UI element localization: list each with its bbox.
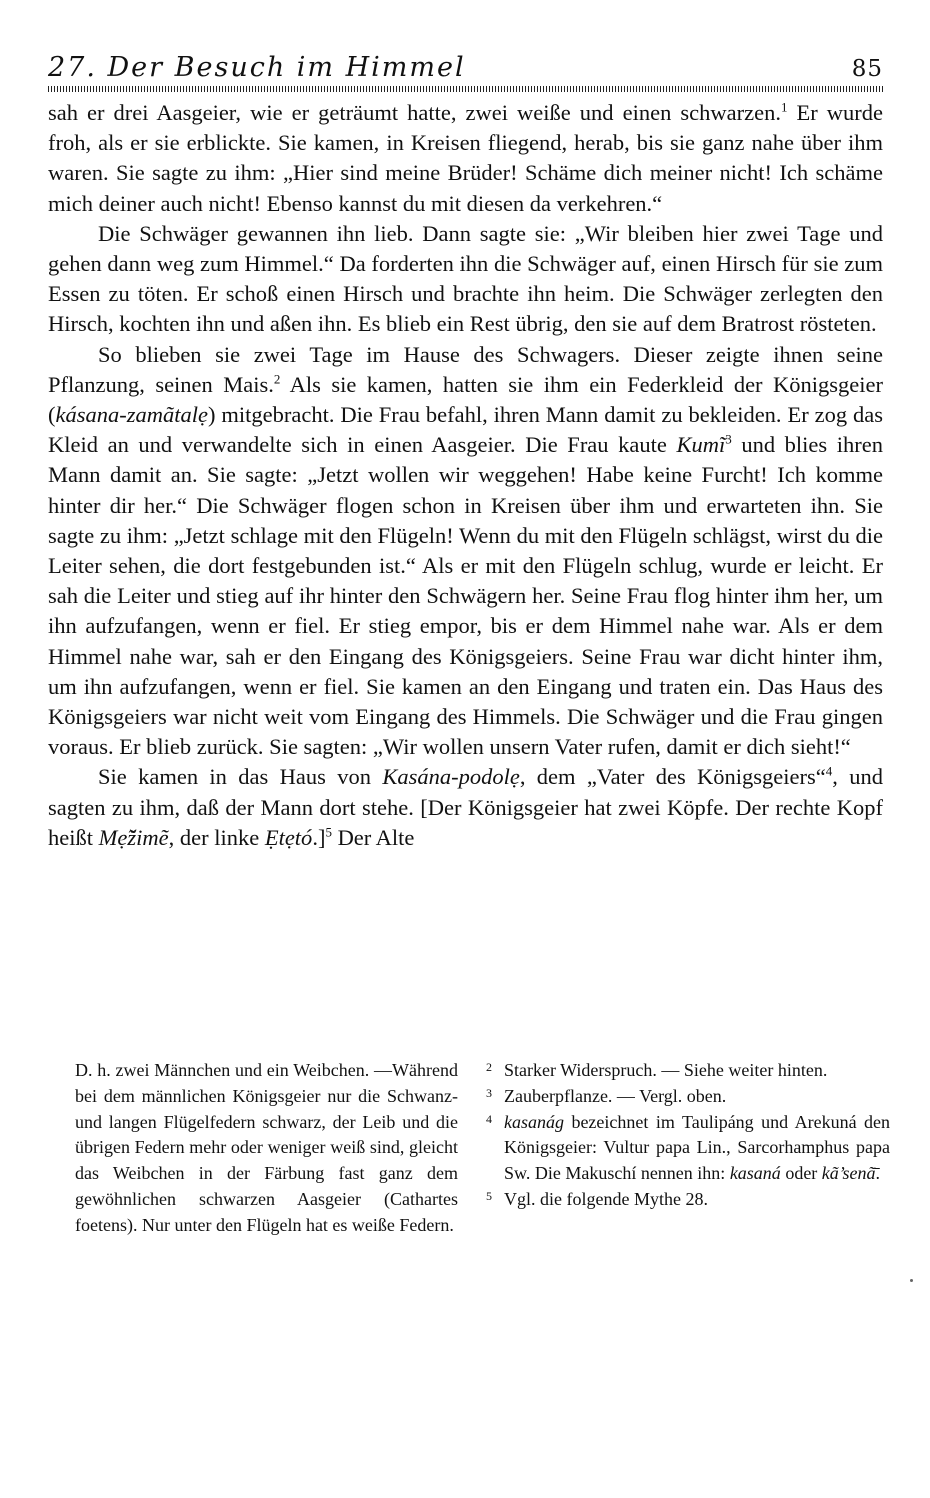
paragraph-4: Sie kamen in das Haus von Kasána-podolẹ, dem „Vater des Königsgeiers“$^4$, und sagten zu ihm, daß der Mann dort stehe. [Der Königsgeier hat zwei Köpfe. Der rechte Kopf heißt Mẹ̃žimẽ, der linke Ẹtẹtó.]$^5$ Der Alte xyxy=(48,763,884,850)
footnotes-right-column xyxy=(486,1058,890,1213)
footnote-5: 5 Vgl. die folgende Mythe 28. xyxy=(486,1188,708,1209)
page-header xyxy=(48,52,883,92)
native-term: Mẹ̃žimẽ xyxy=(98,824,169,850)
native-term: Ẹtẹtó xyxy=(264,824,313,850)
footnote-ref-3: 3 xyxy=(725,431,732,447)
native-term: kásana-zamãtalẹ xyxy=(55,402,208,428)
running-title: 27. Der Besuch im Himmel xyxy=(48,52,466,83)
main-text xyxy=(48,98,883,853)
footnote-ref-5: 5 xyxy=(325,824,332,840)
paragraph-2: Die Schwäger gewannen ihn lieb. Dann sagte sie: „Wir bleiben hier zwei Tage und gehen dann weg zum Himmel.“ Da forderten ihn die Schwäger auf, einen Hirsch für sie zum Essen zu töten. Er schoß einen Hirsch und brachte ihn heim. Die Schwäger zerlegten den Hirsch, kochten ihn und aßen ihn. Es blieb ein Rest übrig, den sie auf dem Bratrost rösteten. xyxy=(48,220,883,337)
footnote-4: 4 kasanág bezeichnet im Taulipáng und Arekuná den Königsgeier: Vultur papa Lin., Sarcorhamphus papa Sw. Die Makuschí nennen ihn: kasaná oder kã’senã̄. xyxy=(486,1111,890,1184)
footnote-2: 2 Starker Widerspruch. — Siehe weiter hinten. xyxy=(486,1060,828,1080)
print-speck xyxy=(910,1279,913,1282)
footnote-ref-1: 1 xyxy=(780,99,788,115)
native-term: Kasána-podolẹ xyxy=(382,764,520,790)
paragraph-3: So blieben sie zwei Tage im Hause des Schwagers. Dieser zeigte ihnen seine Pflanzung, seinen Mais.$^2$ Als sie kamen, hatten sie ihm ein Federkleid der Königsgeier (kásana-zamãtalẹ) mitgebracht. Die Frau befahl, ihren Mann damit zu bekleiden. Er zog das Kleid an und verwandelte sich in einen Aasgeier. Die Frau kaute Kumĩ$^3$ und blies ihren Mann damit an. Sie sagte: „Jetzt wollen wir weggehen! Habe keine Furcht! Ich komme hinter dir her.“ Die Schwäger flogen schon in Kreisen über ihm und erwarteten ihn. Sie sagte zu ihm: „Jetzt schlage mit den Flügeln! Wenn du mit den Flügeln schlägst, wirst du die Leiter sehen, die dort festgebunden ist.“ Als er mit den Flügeln schlug, wurde er leicht. Er sah die Leiter und stieg auf ihr hinter den Schwägern her. Seine Frau flog hinter ihm her, um ihn aufzufangen, wenn er fiel. Er stieg empor, bis er dem Himmel nahe war. Als er dem Himmel nahe war, sah er den Eingang des Königsgeiers. Seine Frau war dicht hinter ihm, um ihn aufzufangen, wenn er fiel. Sie kamen an den Eingang und traten ein. Das Haus des Königsgeiers war nicht weit vom Eingang des Himmels. Die Schwäger und die Frau gingen voraus. Er blieb zurück. Sie sagten: „Wir wollen unsern Vater rufen, damit er dich sieht!“ xyxy=(48,341,883,760)
footnote-1: D. h. zwei Männchen und ein Weibchen. —Während bei dem männlichen Königsgeier nur die Schwanz- und langen Flügelfedern schwarz, der Leib und die übrigen Federn mehr oder weniger weiß sind, gleicht das Weibchen in der Färbung fast ganz dem gewöhnlichen schwarzen Aasgeier (Cathartes foetens). Nur unter den Flügeln hat es weiße Federn. xyxy=(75,1060,458,1235)
page-number: 85 xyxy=(851,56,883,82)
footnote-3: 3 Zauberpflanze. — Vergl. oben. xyxy=(486,1085,727,1106)
footnote-ref-2: 2 xyxy=(273,371,281,387)
paragraph-1: sah er drei Aasgeier, wie er geträumt hatte, zwei weiße und einen schwarzen.$^1$ Er wurde froh, als er sie erblickte. Sie kamen, in Kreisen fliegend, herab, bis sie ganz nahe über ihm waren. Sie sagte zu ihm: „Hier sind meine Brüder! Schäme dich meiner nicht! Ich schäme mich deiner auch nicht! Ebenso kannst du mit diesen da verkehren.“ xyxy=(48,99,884,216)
native-term: Kumĩ xyxy=(676,432,726,458)
footnote-ref-4: 4 xyxy=(825,763,833,779)
header-rule xyxy=(48,86,883,92)
